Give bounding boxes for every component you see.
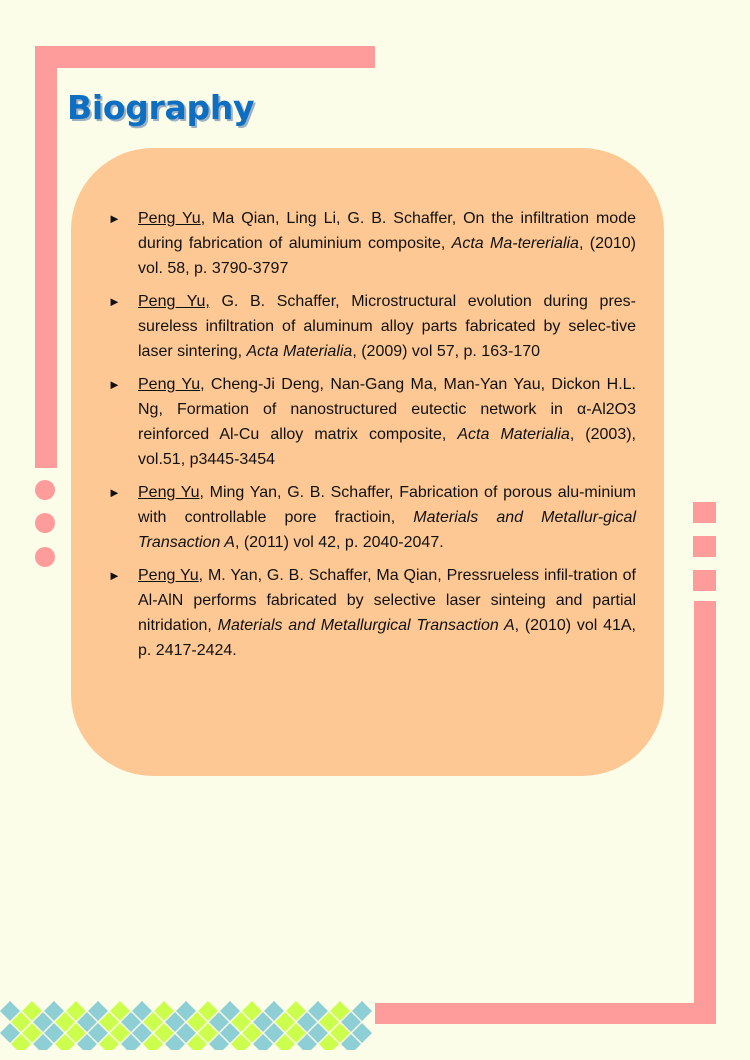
publication-item xyxy=(108,563,636,663)
decor-square xyxy=(693,536,716,557)
publication-text: , Ming Yan, G. B. Schaffer, Fabrication of porous alu-minium with controllable pore fractioin, xyxy=(138,484,636,526)
decor-dot xyxy=(35,547,55,567)
publication-text: , Ma Qian, Ling Li, G. B. Schaffer, On the infiltration mode during fabrication of aluminium composite, xyxy=(138,210,636,252)
publication-item xyxy=(108,206,636,281)
publication-item xyxy=(108,480,636,555)
journal-name: Materials and Metallur-gical Transaction A xyxy=(138,509,637,551)
journal-name: Acta Ma-tererialia xyxy=(451,235,579,252)
bullet-icon: ► xyxy=(108,377,121,392)
author-name: Peng Yu xyxy=(138,376,201,393)
bottom-decor-bar xyxy=(375,1003,716,1024)
author-name: Peng Yu xyxy=(138,567,199,584)
bullet-icon: ► xyxy=(108,568,121,583)
author-name: Peng Yu xyxy=(138,210,201,227)
decor-dot xyxy=(35,513,55,533)
bullet-icon: ► xyxy=(108,294,121,309)
journal-name: Acta Materialia xyxy=(246,343,353,360)
top-decor-bar xyxy=(35,46,375,68)
bullet-icon: ► xyxy=(108,211,121,226)
bullet-icon: ► xyxy=(108,485,121,500)
publication-item xyxy=(108,372,636,472)
decor-square xyxy=(693,502,716,523)
right-decor-bar xyxy=(694,601,716,1024)
left-decor-bar xyxy=(35,46,57,468)
publication-details: , (2009) vol 57, p. 163-170 xyxy=(352,343,541,360)
publication-details: , (2011) vol 42, p. 2040-2047. xyxy=(234,534,444,551)
decor-square xyxy=(693,570,716,591)
publication-text: G. B. Schaffer, Microstructural evolution during pres-sureless infiltration of aluminum alloy parts fabricated by selec-tive laser sintering, xyxy=(138,293,636,360)
publication-text: , M. Yan, G. B. Schaffer, Ma Qian, Pressrueless infil-tration of Al-AlN performs fabricated by selective laser sinteing and partial nitridation, xyxy=(138,567,636,634)
journal-name: Materials and Metallurgical Transaction A xyxy=(217,617,515,634)
author-name: Peng Yu xyxy=(138,484,200,501)
publication-details: , (2010) vol. 58, p. 3790-3797 xyxy=(138,235,636,277)
page-title: Biography xyxy=(67,88,255,127)
publication-list xyxy=(108,206,636,671)
author-name: Peng Yu, xyxy=(138,293,210,310)
decor-dot xyxy=(35,480,55,500)
diamond-pattern xyxy=(0,1000,375,1050)
journal-name: Acta Materialia xyxy=(457,426,570,443)
publication-item xyxy=(108,289,636,364)
publication-details: , (2003), vol.51, p3445-3454 xyxy=(138,426,637,468)
publication-details: , (2010) vol 41A, p. 2417-2424. xyxy=(138,617,636,659)
publication-text: , Cheng-Ji Deng, Nan-Gang Ma, Man-Yan Yau, Dickon H.L. Ng, Formation of nanostructured eutectic network in α-Al2O3 reinforced Al-Cu alloy matrix composite, xyxy=(138,376,636,443)
